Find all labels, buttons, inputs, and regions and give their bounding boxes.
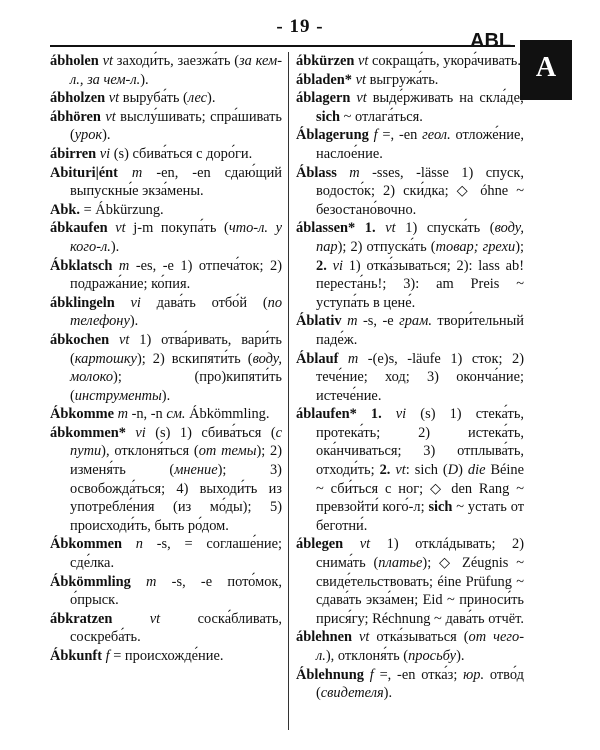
entry-text: по телефону <box>70 294 283 330</box>
entry-headword: Abk. <box>50 201 80 218</box>
entry-grammar: m <box>341 313 358 330</box>
entry-text: воду, пар <box>316 220 525 255</box>
dictionary-entry <box>296 126 524 163</box>
entry-text: D <box>447 462 459 479</box>
left-column <box>50 52 282 666</box>
entry-headword: ábladen* <box>296 71 352 88</box>
dictionary-entry <box>50 535 282 572</box>
entry-headword: ábholen <box>50 53 99 69</box>
page-number: - 19 - <box>276 16 324 37</box>
entry-text: ). <box>102 127 111 144</box>
entry-grammar: vt <box>351 629 370 646</box>
entry-headword: Áblagerung <box>296 127 369 144</box>
entry-text: от темы <box>198 443 257 460</box>
entry-text: sich <box>428 499 453 516</box>
entry-headword: Áblauf <box>296 350 339 367</box>
dictionary-entry <box>296 405 524 535</box>
entry-grammar: m <box>336 164 360 181</box>
entry-grammar: m <box>130 573 157 590</box>
entry-text: =, -en <box>377 127 423 144</box>
entry-grammar: f <box>102 648 110 664</box>
entry-text: ). <box>207 90 216 107</box>
entry-text: =, -en отка́з; <box>373 666 464 683</box>
entry-text: выгружа́ть. <box>365 71 439 88</box>
entry-headword: Ábkommen <box>50 536 122 553</box>
dictionary-entry <box>296 71 524 90</box>
entry-text: отка́зываться ( <box>369 629 469 646</box>
dictionary-entry <box>50 164 282 201</box>
entry-headword: ábkochen <box>50 331 110 348</box>
entry-grammar: f <box>364 666 374 683</box>
entry-grammar: m <box>338 350 359 367</box>
entry-text: ), отклоня́ть ( <box>325 648 409 664</box>
thumb-index-tab: A <box>520 40 572 100</box>
entry-text: юр. <box>463 666 485 683</box>
entry-headword: áblaufen* 1. <box>296 406 382 423</box>
entry-text: лес <box>187 90 208 107</box>
entry-headword: áblagern <box>296 90 351 107</box>
dictionary-entry <box>50 331 282 405</box>
entry-grammar: vi <box>125 424 146 441</box>
dictionary-entry <box>50 610 282 647</box>
entry-text: отлага́ться. <box>354 108 423 125</box>
entry-text: -s, -e пото́мок, о́прыск. <box>70 573 282 609</box>
entry-text: ); 2) вскипяти́ть ( <box>136 350 253 367</box>
dictionary-entry <box>50 294 282 331</box>
entry-text: от чего-л. <box>316 629 525 664</box>
entry-headword: ábirren <box>50 145 97 162</box>
dictionary-entry <box>296 89 524 126</box>
entry-text: свидетеля <box>320 685 384 702</box>
entry-grammar: m <box>112 257 130 274</box>
entry-text: выслу́шивать; спра́шивать ( <box>70 108 282 144</box>
entry-text: -en, -en сдаю́щий выпускны́е экза́мены. <box>70 164 282 200</box>
entry-text: : sich ( <box>405 462 448 479</box>
entry-text: ); ◇ Zéugnis ~ свиде́тельствовать; éine Prüfung ~ сдава́ть экза́мен; Eid ~ приноси́ть прися́гу; Réchnung ~ дава́ть отчёт. <box>316 555 524 627</box>
entry-text: твори́тельный паде́ж. <box>316 313 524 348</box>
entry-text: ); 2) изменя́ть ( <box>70 443 282 479</box>
entry-grammar: vt <box>112 610 161 627</box>
entry-text: vi <box>332 257 343 274</box>
entry-headword: Abituri|ént <box>50 164 118 181</box>
entry-text: дава́ть отбо́й ( <box>140 294 268 311</box>
entry-text: ) <box>458 462 468 479</box>
dictionary-entry <box>296 164 524 220</box>
dictionary-entry <box>50 647 282 666</box>
entry-text: ). <box>456 648 465 664</box>
entry-grammar: vi <box>114 294 141 311</box>
entry-text: ~ <box>340 108 355 125</box>
entry-headword: Áblehnung <box>296 666 364 683</box>
entry-text: Ábkömmling. <box>185 406 270 423</box>
entry-grammar: vt <box>351 71 366 88</box>
entry-text: ). <box>161 387 171 404</box>
entry-headword: Ábklatsch <box>50 257 113 274</box>
entry-text: отво́д ( <box>316 666 524 702</box>
entry-text: ); 2) отпуска́ть ( <box>337 238 436 255</box>
dictionary-entry <box>50 201 282 220</box>
dictionary-entry <box>50 573 282 610</box>
entry-text: ), отклоня́ться ( <box>101 443 199 460</box>
entry-grammar: m <box>117 164 143 181</box>
entry-text: выруба́ть ( <box>119 90 188 107</box>
entry-text: заходи́ть, заезжа́ть ( <box>112 53 240 69</box>
dictionary-entry <box>50 108 282 145</box>
entry-text: (s) сбива́ться с доро́ги. <box>110 145 253 162</box>
entry-grammar: vt <box>100 108 116 125</box>
entry-text: с пути <box>70 424 283 460</box>
entry-text: инструменты <box>74 387 162 404</box>
entry-grammar: n <box>121 536 143 553</box>
entry-text: 2. <box>316 257 327 274</box>
column-divider <box>288 52 289 730</box>
entry-text: мнение <box>174 462 218 479</box>
entry-text: ). <box>129 313 139 330</box>
entry-text: vt <box>395 462 406 479</box>
entry-text: ). <box>110 238 120 255</box>
entry-text: см. <box>166 406 186 423</box>
entry-grammar: vi <box>381 406 407 423</box>
dictionary-entry <box>296 350 524 406</box>
entry-grammar: vt <box>354 53 369 69</box>
dictionary-entry <box>50 219 282 256</box>
entry-headword: Áblativ <box>296 313 342 330</box>
entry-text: -s, -e <box>357 313 400 330</box>
entry-text: -s, = соглаше́ние; сде́лка. <box>70 536 282 572</box>
entry-grammar: vi <box>96 145 111 162</box>
entry-grammar: m <box>113 406 128 423</box>
dictionary-entry <box>296 628 524 665</box>
entry-text: за кем-л., за чем-л. <box>70 53 282 88</box>
dictionary-entry <box>50 145 282 164</box>
dictionary-entry <box>296 219 524 312</box>
entry-headword: ábhören <box>50 108 101 125</box>
entry-headword: ábkürzen <box>296 53 355 69</box>
entry-text: (s) 1) сбива́ться ( <box>145 424 276 441</box>
dictionary-entry <box>50 405 282 424</box>
entry-grammar: f <box>368 127 378 144</box>
entry-headword: ábholzen <box>50 90 106 107</box>
entry-headword: Ábkomme <box>50 406 114 423</box>
entry-text: 1) отка́зываться; 2): lass ab! переста́нь!; 3): am Preis ~ уступа́ть в цене́. <box>316 257 524 311</box>
entry-text: -n, -n <box>127 406 167 423</box>
entry-grammar: vt <box>375 220 396 237</box>
entry-text: ~ устать от беготни́. <box>316 499 524 534</box>
entry-text: урок <box>74 127 103 144</box>
entry-headword: Ábkunft <box>50 648 102 664</box>
entry-text: 1) отклáдывать; 2) снима́ть ( <box>316 536 524 572</box>
dictionary-entry <box>50 89 282 108</box>
entry-grammar: vt <box>343 536 371 553</box>
entry-text: 1) отва́ривать, вари́ть ( <box>70 331 282 367</box>
entry-text: отложе́ние, наслое́ние. <box>316 127 524 162</box>
entry-headword: ábklingeln <box>50 294 115 311</box>
entry-text: die <box>467 462 486 479</box>
header-rule <box>50 45 515 47</box>
entry-headword: ábkommen* <box>50 424 126 441</box>
entry-text: платье <box>378 555 423 572</box>
entry-grammar: vt <box>105 90 120 107</box>
entry-text: j-m покупа́ть ( <box>125 220 229 237</box>
dictionary-entry <box>296 535 524 628</box>
running-head: ABL <box>470 30 512 52</box>
entry-text: картошку <box>74 350 137 367</box>
entry-text: Béine ~ сби́ться с ног; ◇ den Rang ~ превзойти́ кого́-л; <box>316 462 525 516</box>
dictionary-entry <box>296 312 524 349</box>
entry-text: просьбу <box>408 648 457 664</box>
entry-text: сокраща́ть, укора́чивать. <box>368 53 521 69</box>
entry-text: ); <box>515 238 524 255</box>
entry-text: воду, молоко <box>70 350 282 386</box>
entry-text: -es, -e 1) отпеча́ток; 2) подража́ние; ко́пия. <box>70 257 282 293</box>
entry-grammar: vt <box>98 53 113 69</box>
dictionary-entry <box>50 424 282 536</box>
right-column <box>296 52 524 703</box>
entry-grammar: vt <box>109 331 130 348</box>
entry-headword: áblassen* 1. <box>296 220 376 237</box>
entry-text: = Ábkürzung. <box>80 201 164 218</box>
entry-headword: áblehnen <box>296 629 352 646</box>
entry-text: ); 3) освобожда́ться; 4) выходи́ть из употребле́ния (из мо́ды); 5) происходи́ть, быть ро́дом. <box>70 462 282 534</box>
entry-text: товар; грехи <box>435 238 516 255</box>
entry-text: -sses, -lässe 1) спуск, водосто́к; 2) ски́дка; ◇ óhne ~ безостано́вочно. <box>316 164 524 218</box>
entry-text: (s) 1) стека́ть, протека́ть; 2) истека́ть, ока́нчиваться; 3) отплыва́ть, отходи́ть; <box>316 406 524 479</box>
dictionary-entry <box>296 52 524 71</box>
entry-text: грам. <box>399 313 432 330</box>
entry-headword: áblegen <box>296 536 344 553</box>
entry-headword: Áblass <box>296 164 337 181</box>
entry-text: геол. <box>422 127 451 144</box>
entry-text: что-л. у кого-л. <box>70 220 282 255</box>
entry-headword: Ábkömmling <box>50 573 131 590</box>
entry-text: ). <box>383 685 393 702</box>
entry-text: 1) спуска́ть ( <box>395 220 495 237</box>
entry-grammar: vt <box>107 220 126 237</box>
entry-text: 2. <box>379 462 391 479</box>
entry-text: ); (про)кипяти́ть ( <box>70 369 282 404</box>
entry-headword: ábkaufen <box>50 220 108 237</box>
entry-text: -(e)s, -läufe 1) сток; 2) тече́ние; ход; 3) оконча́ние; истече́ние. <box>316 350 524 404</box>
entry-headword: ábkratzen <box>50 610 113 627</box>
entry-grammar: vt <box>350 90 367 107</box>
dictionary-entry <box>296 666 524 703</box>
entry-text: ). <box>140 71 149 88</box>
entry-text: = происхожде́ние. <box>109 648 224 664</box>
entry-text: соска́бливать, соскреба́ть. <box>70 610 282 646</box>
entry-text: выде́рживать на скла́де; <box>366 90 524 107</box>
dictionary-entry <box>50 257 282 294</box>
entry-text: sich <box>316 108 340 125</box>
dictionary-entry <box>50 52 282 89</box>
